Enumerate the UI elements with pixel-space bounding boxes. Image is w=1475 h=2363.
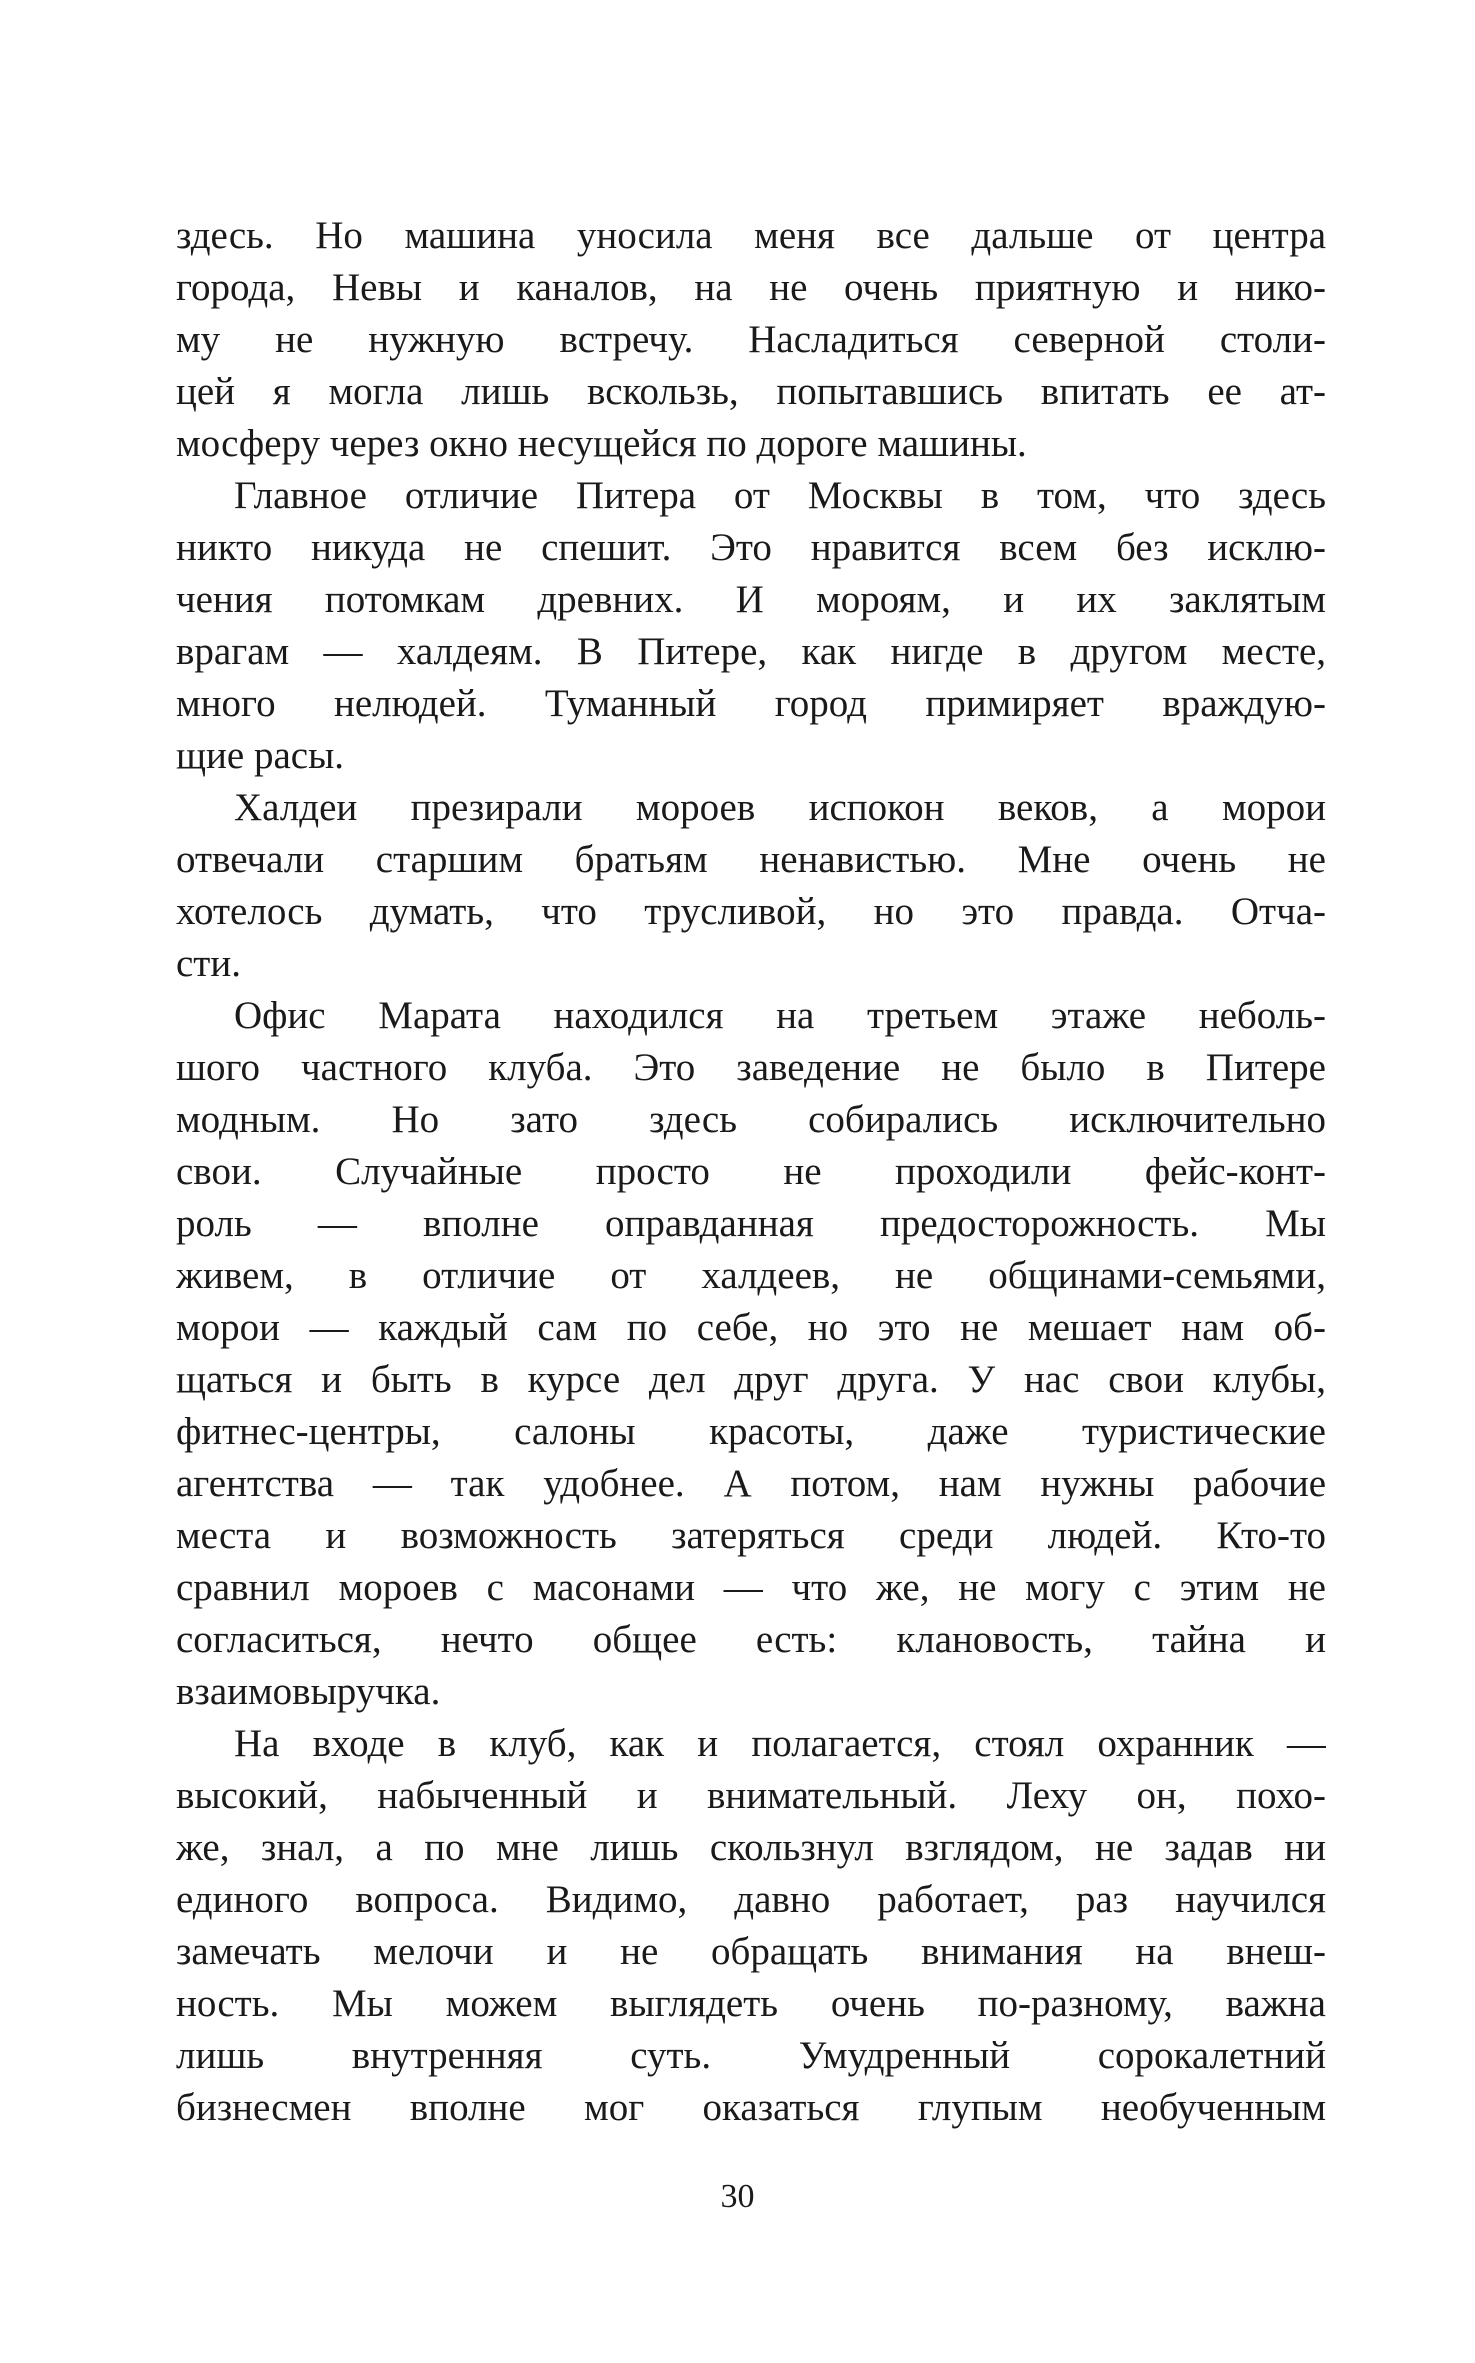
text-line: хотелось думать, что трусливой, но это правда. Отча- — [176, 890, 1326, 933]
text-line: отвечали старшим братьям ненавистью. Мне очень не — [176, 838, 1326, 881]
text-line: Халдеи презирали мороев испокон веков, а морои — [234, 786, 1326, 829]
text-line: взаимовыручка. — [176, 1670, 441, 1713]
text-line: щаться и быть в курсе дел друг друга. У нас свои клубы, — [176, 1358, 1326, 1401]
text-line: сти. — [176, 942, 241, 985]
text-line: города, Невы и каналов, на не очень приятную и нико- — [176, 266, 1326, 309]
text-line: шого частного клуба. Это заведение не было в Питере — [176, 1046, 1326, 1089]
text-line: морои — каждый сам по себе, но это не мешает нам об- — [176, 1306, 1326, 1349]
text-line: свои. Случайные просто не проходили фейс-конт- — [176, 1150, 1326, 1193]
text-line: согласиться, нечто общее есть: клановость, тайна и — [176, 1618, 1326, 1661]
text-line: замечать мелочи и не обращать внимания на внеш- — [176, 1930, 1326, 1973]
page-number: 30 — [720, 2178, 755, 2215]
text-line: места и возможность затеряться среди людей. Кто-то — [176, 1514, 1326, 1557]
text-line: ность. Мы можем выглядеть очень по-разному, важна — [176, 1982, 1326, 2025]
text-line: чения потомкам древних. И мороям, и их заклятым — [176, 578, 1326, 621]
text-line: же, знал, а по мне лишь скользнул взглядом, не задав ни — [176, 1826, 1326, 1869]
text-line: живем, в отличие от халдеев, не общинами-семьями, — [176, 1254, 1326, 1297]
text-line: Офис Марата находился на третьем этаже неболь- — [234, 994, 1326, 1037]
text-line: здесь. Но машина уносила меня все дальше от центра — [176, 214, 1326, 257]
text-line: никто никуда не спешит. Это нравится всем без исклю- — [176, 526, 1326, 569]
text-line: модным. Но зато здесь собирались исключительно — [176, 1098, 1326, 1141]
text-line: много нелюдей. Туманный город примиряет враждую- — [176, 682, 1326, 725]
text-line: мосферу через окно несущейся по дороге машины. — [176, 422, 1027, 465]
text-line: лишь внутренняя суть. Умудренный сорокалетний — [176, 2034, 1326, 2077]
text-line: агентства — так удобнее. А потом, нам нужны рабочие — [176, 1462, 1326, 1505]
text-line: цей я могла лишь вскользь, попытавшись впитать ее ат- — [176, 370, 1326, 413]
text-line: Главное отличие Питера от Москвы в том, что здесь — [234, 474, 1326, 517]
text-line: На входе в клуб, как и полагается, стоял охранник — — [234, 1722, 1326, 1765]
text-line: врагам — халдеям. В Питере, как нигде в другом месте, — [176, 630, 1326, 673]
text-line: высокий, набыченный и внимательный. Леху он, похо- — [176, 1774, 1326, 1817]
text-line: роль — вполне оправданная предосторожность. Мы — [176, 1202, 1326, 1245]
text-line: щие расы. — [176, 734, 345, 777]
text-line: единого вопроса. Видимо, давно работает, раз научился — [176, 1878, 1326, 1921]
body-text — [176, 210, 1326, 2134]
text-line: му не нужную встречу. Насладиться северной столи- — [176, 318, 1326, 361]
text-line: фитнес-центры, салоны красоты, даже туристические — [176, 1410, 1326, 1453]
text-line: бизнесмен вполне мог оказаться глупым необученным — [176, 2086, 1326, 2129]
text-line: сравнил мороев с масонами — что же, не могу с этим не — [176, 1566, 1326, 1609]
